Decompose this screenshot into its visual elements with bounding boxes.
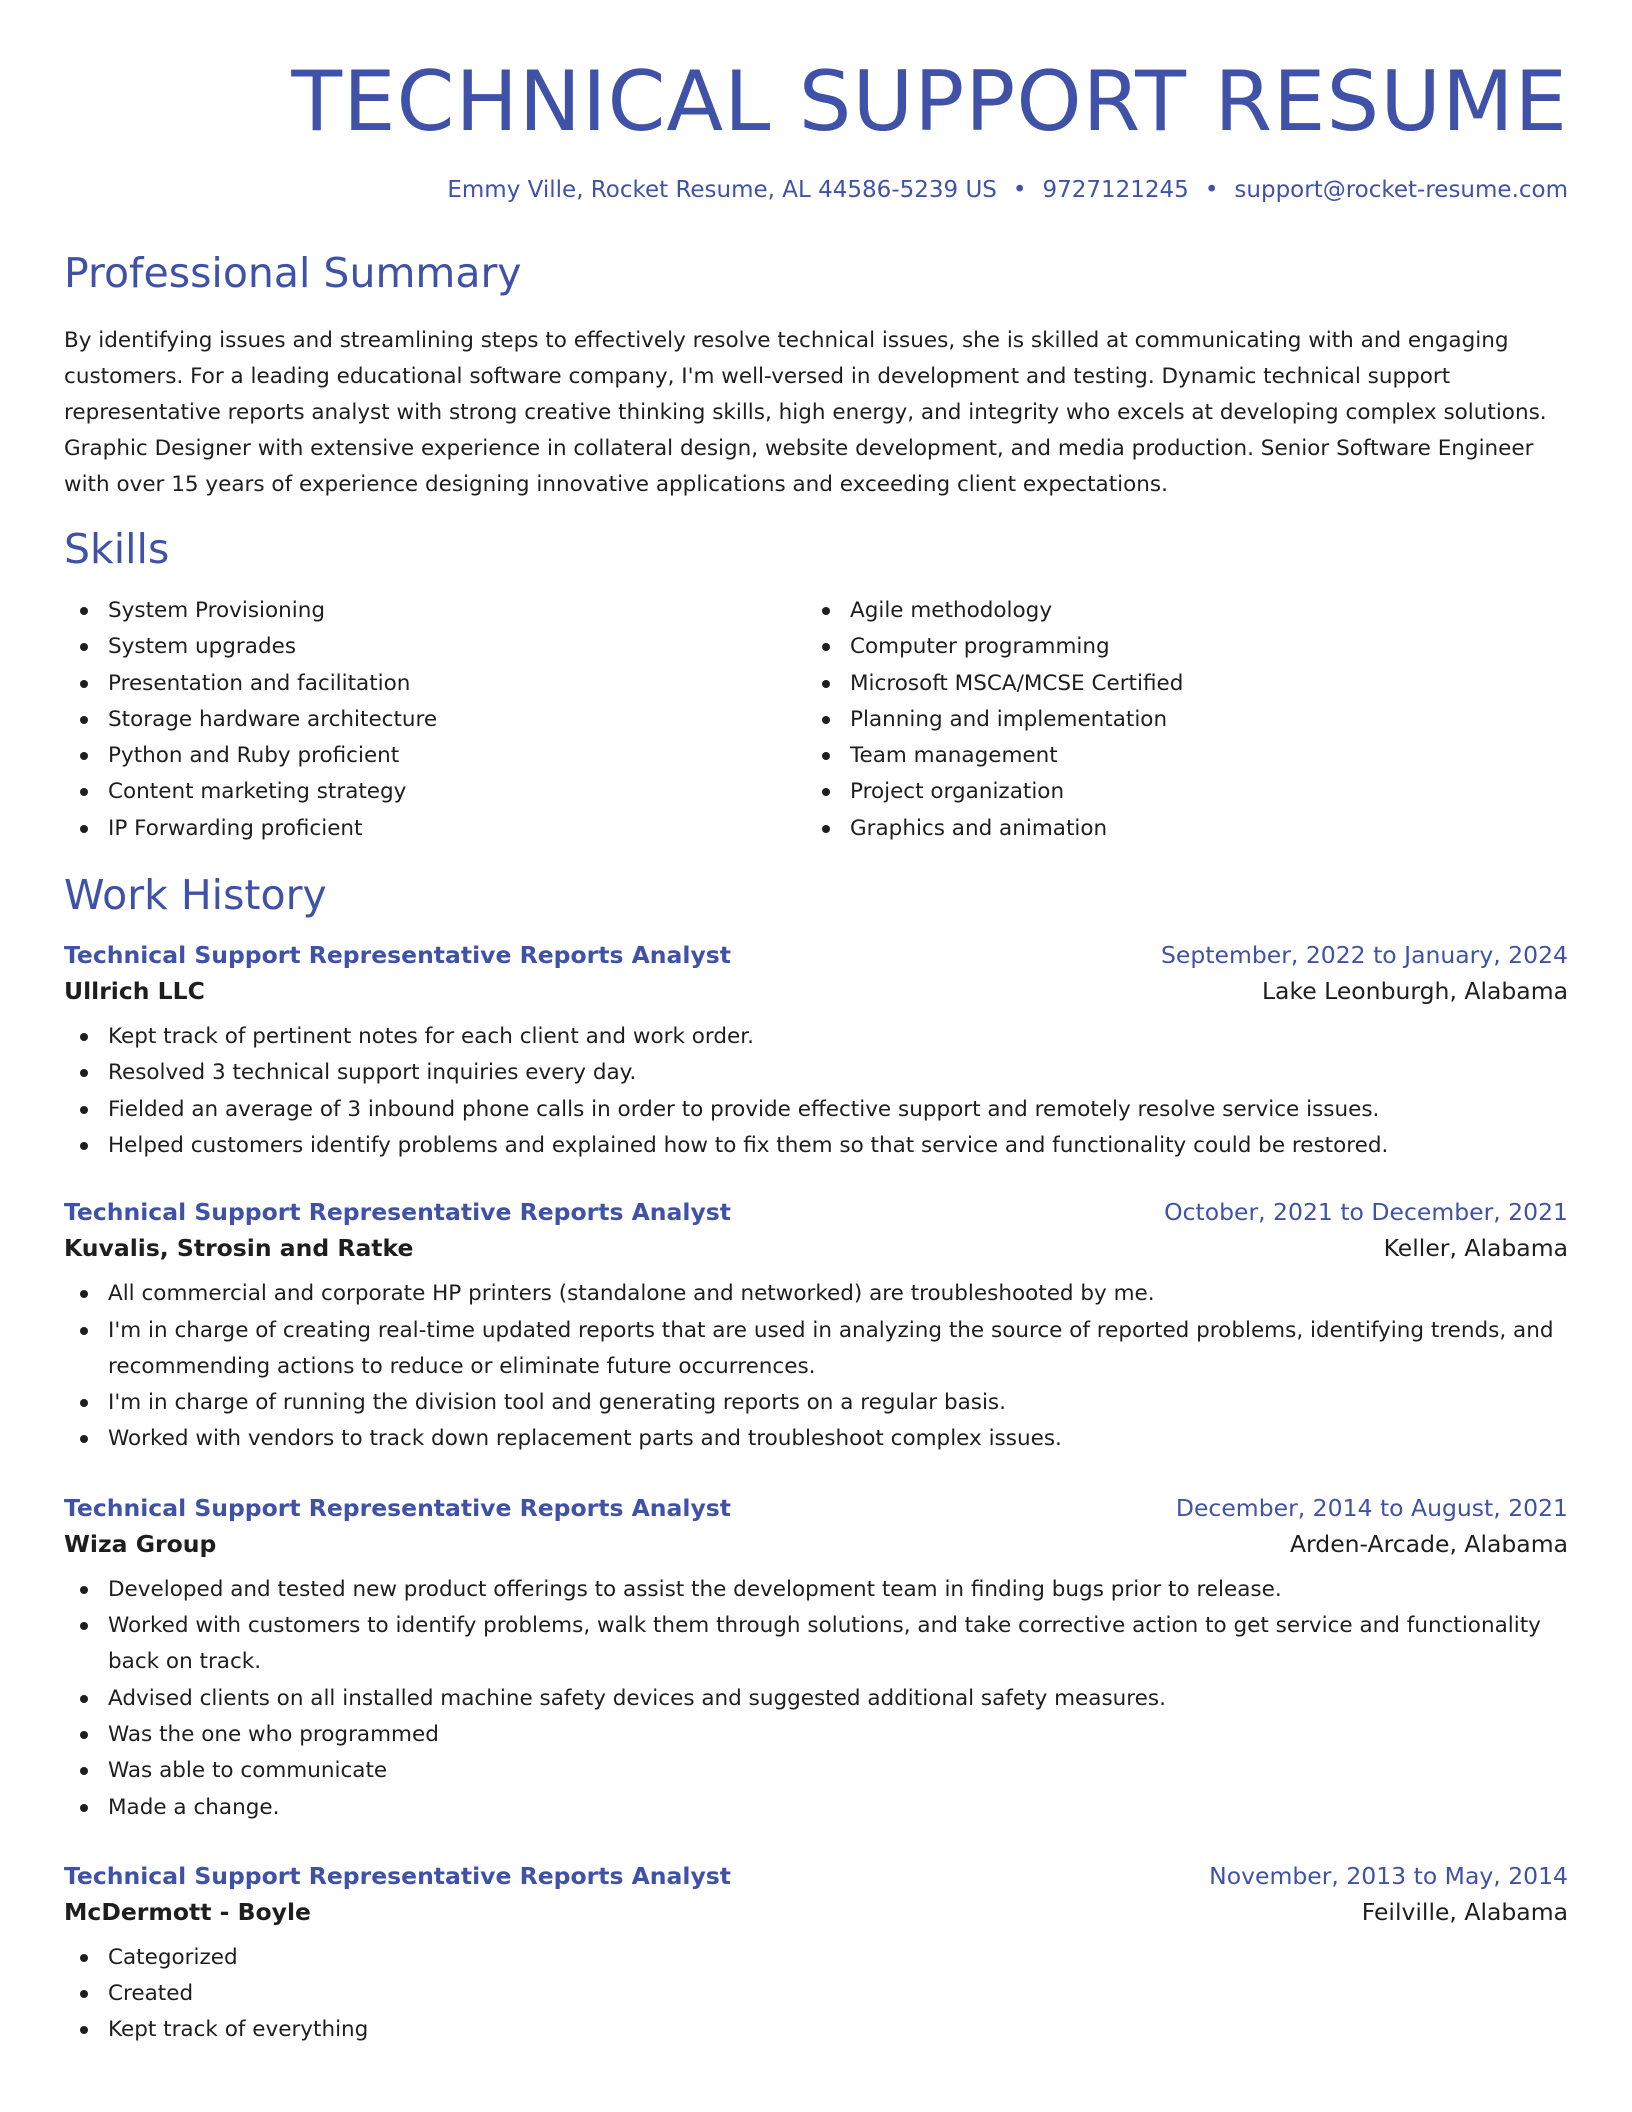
job-header — [64, 1862, 1568, 1890]
job-subheader — [64, 1530, 1568, 1558]
job-title: Technical Support Representative Reports Analyst — [64, 1861, 731, 1890]
summary-text: By identifying issues and streamlining steps to effectively resolve technical issues, she is skilled at communicating with and engaging customers. For a leading educational software company, I'm well-versed in development and testing. Dynamic technical support representative reports analyst with strong creative thinking skills, high energy, and integrity who excels at developing complex solutions. Graphic Designer with extensive experience in collateral design, website development, and media production. Senior Software Engineer with over 15 years of experience designing innovative applications and exceeding client expectations. — [64, 328, 1547, 497]
job-bullet: Created — [64, 1976, 1568, 2012]
job-header — [64, 1494, 1568, 1522]
skills-column-left — [64, 593, 806, 847]
skill-item: Python and Ruby proficient — [64, 738, 806, 774]
contact-address: Emmy Ville, Rocket Resume, AL 44586-5239 US — [447, 177, 997, 203]
job-bullet: Was the one who programmed — [64, 1717, 1568, 1753]
skill-item: Microsoft MSCA/MCSE Certified — [806, 666, 1548, 702]
section-heading-summary: Professional Summary — [64, 249, 522, 297]
job-bullet: Made a change. — [64, 1790, 1568, 1826]
job-bullets — [64, 1019, 1568, 1164]
job-bullets — [64, 1276, 1568, 1457]
job-bullet: Helped customers identify problems and explained how to fix them so that service and functionality could be restored. — [64, 1128, 1568, 1164]
job-bullet: Resolved 3 technical support inquiries every day. — [64, 1055, 1568, 1091]
job-bullet: Was able to communicate — [64, 1753, 1568, 1789]
job-entry — [64, 941, 1568, 1164]
skill-item: IP Forwarding proficient — [64, 811, 806, 847]
skill-item: System upgrades — [64, 629, 806, 665]
skill-item: Planning and implementation — [806, 702, 1548, 738]
job-entry — [64, 1862, 1568, 2049]
contact-phone[interactable]: 9727121245 — [1042, 177, 1189, 203]
job-bullet: All commercial and corporate HP printers (standalone and networked) are troubleshooted by me. — [64, 1276, 1568, 1312]
job-bullet: Developed and tested new product offerings to assist the development team in finding bugs prior to release. — [64, 1572, 1568, 1608]
contact-line — [64, 177, 1568, 203]
skills-left-list — [64, 593, 806, 847]
skills-column-right — [806, 593, 1548, 847]
skill-item: Computer programming — [806, 629, 1548, 665]
job-company: McDermott - Boyle — [64, 1897, 311, 1926]
job-subheader — [64, 977, 1568, 1005]
skill-item: Content marketing strategy — [64, 774, 806, 810]
job-title: Technical Support Representative Reports Analyst — [64, 941, 731, 970]
skill-item: Storage hardware architecture — [64, 702, 806, 738]
job-bullet: I'm in charge of running the division tool and generating reports on a regular basis. — [64, 1385, 1568, 1421]
job-subheader — [64, 1898, 1568, 1926]
contact-email[interactable]: support@rocket-resume.com — [1234, 177, 1568, 203]
job-dates: September, 2022 to January, 2024 — [1160, 941, 1568, 970]
work-history-list — [64, 941, 1568, 2049]
job-dates: November, 2013 to May, 2014 — [1209, 1861, 1568, 1890]
skills-list — [64, 593, 1568, 847]
skill-item: System Provisioning — [64, 593, 806, 629]
job-bullet: Fielded an average of 3 inbound phone calls in order to provide effective support and remotely resolve service issues. — [64, 1092, 1568, 1128]
job-company: Ullrich LLC — [64, 977, 205, 1006]
contact-separator: • — [1012, 177, 1027, 203]
job-header — [64, 941, 1568, 969]
job-location: Arden-Arcade, Alabama — [1289, 1529, 1568, 1558]
skills-right-list — [806, 593, 1548, 847]
job-bullet: Kept track of everything — [64, 2012, 1568, 2048]
skill-item: Team management — [806, 738, 1548, 774]
job-bullets — [64, 1572, 1568, 1826]
section-heading-work-history: Work History — [64, 871, 327, 920]
job-bullet: Advised clients on all installed machine safety devices and suggested additional safety measures. — [64, 1681, 1568, 1717]
skill-item: Graphics and animation — [806, 811, 1548, 847]
skill-item: Project organization — [806, 774, 1548, 810]
job-dates: October, 2021 to December, 2021 — [1164, 1198, 1568, 1227]
resume-title: TECHNICAL SUPPORT RESUME — [291, 53, 1568, 150]
job-bullet: Kept track of pertinent notes for each client and work order. — [64, 1019, 1568, 1055]
job-location: Feilville, Alabama — [1361, 1897, 1568, 1926]
job-location: Keller, Alabama — [1383, 1234, 1568, 1263]
job-title: Technical Support Representative Reports Analyst — [64, 1493, 731, 1522]
job-bullets — [64, 1940, 1568, 2049]
job-entry — [64, 1198, 1568, 1457]
job-company: Kuvalis, Strosin and Ratke — [64, 1234, 414, 1263]
section-heading-skills: Skills — [64, 525, 170, 573]
job-company: Wiza Group — [64, 1529, 217, 1558]
skill-item: Agile methodology — [806, 593, 1548, 629]
job-title: Technical Support Representative Reports Analyst — [64, 1198, 731, 1227]
job-header — [64, 1198, 1568, 1226]
job-location: Lake Leonburgh, Alabama — [1261, 977, 1568, 1006]
job-entry — [64, 1494, 1568, 1826]
contact-separator: • — [1204, 177, 1219, 203]
skill-item: Presentation and facilitation — [64, 666, 806, 702]
job-bullet: Categorized — [64, 1940, 1568, 1976]
job-subheader — [64, 1234, 1568, 1262]
job-bullet: I'm in charge of creating real-time updated reports that are used in analyzing the source of reported problems, identifying trends, and recommending actions to reduce or eliminate future occurrences. — [64, 1313, 1568, 1386]
job-dates: December, 2014 to August, 2021 — [1175, 1493, 1568, 1522]
job-bullet: Worked with customers to identify problems, walk them through solutions, and take corrective action to get service and functionality back on track. — [64, 1608, 1568, 1681]
job-bullet: Worked with vendors to track down replacement parts and troubleshoot complex issues. — [64, 1421, 1568, 1457]
